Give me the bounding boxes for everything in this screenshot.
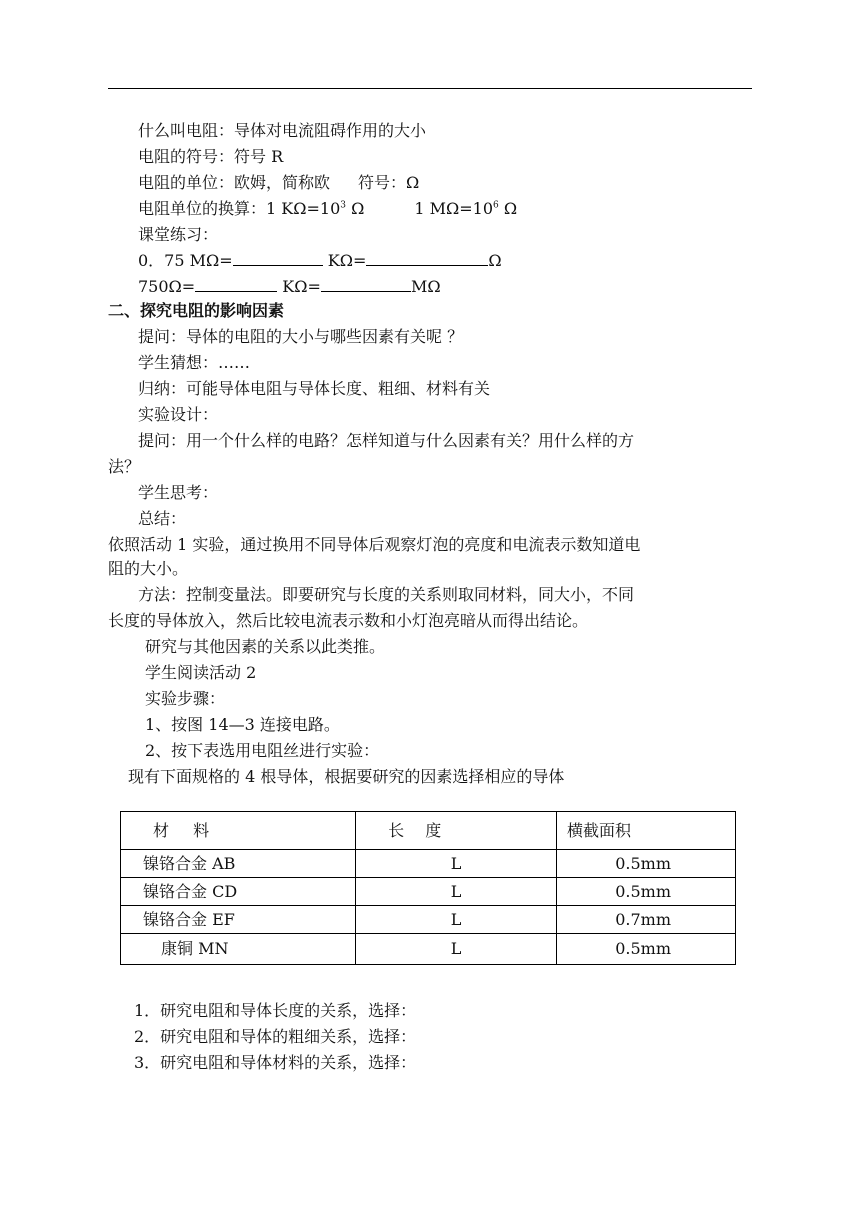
exercise-2-blank-1[interactable]	[195, 276, 277, 292]
conversion-mid: Ω	[346, 199, 365, 218]
steps-title: 实验步骤：	[145, 689, 226, 708]
table-intro: 现有下面规格的 4 根导体，根据要研究的因素选择相应的导体	[128, 767, 565, 786]
symbol-line: 电阻的符号：符号 R	[138, 147, 284, 166]
exercise-title: 课堂练习：	[138, 225, 219, 244]
exercise-2-part-c: MΩ	[410, 277, 441, 296]
material-cell: 镍铬合金 AB	[121, 850, 356, 878]
header-length: 长 度	[356, 812, 557, 850]
table-row	[121, 934, 736, 965]
area-cell: 0.7mm	[557, 906, 736, 934]
material-cell: 康铜 MN	[121, 934, 356, 965]
basis-line-a: 依照活动 1 实验，通过换用不同导体后观察灯泡的亮度和电流表示数知道电	[108, 535, 641, 554]
conversion-end: Ω	[498, 199, 518, 218]
exercise-line-1	[138, 250, 502, 272]
design-line: 实验设计：	[138, 405, 219, 424]
header-material: 材 料	[121, 812, 356, 850]
exercise-1-part-c: Ω	[488, 251, 502, 270]
unit-symbol: 符号：Ω	[358, 173, 420, 192]
area-cell: 0.5mm	[557, 934, 736, 965]
exercise-line-2	[138, 276, 441, 298]
length-cell: L	[356, 878, 557, 906]
question-item: 2．研究电阻和导体的粗细关系，选择：	[134, 1027, 417, 1046]
table-header-row	[121, 812, 736, 850]
unit-label: 电阻的单位：欧姆，简称欧	[138, 173, 331, 192]
material-cell: 镍铬合金 CD	[121, 878, 356, 906]
table-row	[121, 906, 736, 934]
conductor-table	[120, 811, 736, 965]
question-item: 1．研究电阻和导体长度的关系，选择：	[134, 1001, 417, 1020]
material-cell: 镍铬合金 EF	[121, 906, 356, 934]
conversion-label: 电阻单位的换算：1 KΩ=10	[138, 199, 341, 218]
header-rule	[108, 88, 752, 89]
exercise-2-part-b: KΩ=	[277, 277, 321, 296]
exercise-1-blank-2[interactable]	[366, 250, 488, 266]
question-line: 提问：导体的电阻的大小与哪些因素有关呢 ？	[138, 327, 464, 346]
question2-line-a: 提问：用一个什么样的电路？怎样知道与什么因素有关？用什么样的方	[138, 431, 635, 450]
summary-line: 总结：	[138, 509, 187, 528]
area-cell: 0.5mm	[557, 878, 736, 906]
table-row	[121, 850, 736, 878]
length-cell: L	[356, 906, 557, 934]
step-1: 1、按图 14—3 连接电路。	[145, 715, 340, 734]
length-cell: L	[356, 934, 557, 965]
length-cell: L	[356, 850, 557, 878]
analogy-line: 研究与其他因素的关系以此类推。	[145, 637, 386, 656]
question2-line-b: 法？	[108, 457, 141, 476]
unit-line	[138, 172, 419, 194]
section-heading: 二、探究电阻的影响因素	[108, 301, 285, 320]
header-area: 横截面积	[557, 812, 736, 850]
think-line: 学生思考：	[138, 483, 219, 502]
reading-line: 学生阅读活动 2	[145, 663, 257, 682]
conversion-exponent-2: 6	[493, 200, 499, 211]
exercise-1-blank-1[interactable]	[233, 250, 323, 266]
exercise-2-part-a: 750Ω=	[138, 277, 196, 296]
basis-line-b: 阻的大小。	[108, 559, 189, 578]
question-item: 3．研究电阻和导体材料的关系，选择：	[134, 1053, 417, 1072]
exercise-1-part-b: KΩ=	[322, 251, 367, 270]
conversion-label-2: 1 MΩ=10	[414, 199, 494, 218]
method-line-b: 长度的导体放入，然后比较电流表示数和小灯泡亮暗从而得出结论。	[108, 611, 589, 630]
exercise-2-blank-2[interactable]	[321, 276, 411, 292]
area-cell: 0.5mm	[557, 850, 736, 878]
table-row	[121, 878, 736, 906]
conversion-exponent-1: 3	[340, 200, 346, 211]
step-2: 2、按下表选用电阻丝进行实验：	[145, 741, 380, 760]
exercise-1-part-a: 0．75 MΩ=	[138, 251, 233, 270]
induction-line: 归纳：可能导体电阻与导体长度、粗细、材料有关	[138, 379, 491, 398]
conversion-line	[138, 198, 517, 220]
method-line-a: 方法：控制变量法。即要研究与长度的关系则取同材料，同大小，不同	[138, 585, 635, 604]
guess-line: 学生猜想：……	[138, 353, 251, 372]
definition-line: 什么叫电阻：导体对电流阻碍作用的大小	[138, 121, 427, 140]
